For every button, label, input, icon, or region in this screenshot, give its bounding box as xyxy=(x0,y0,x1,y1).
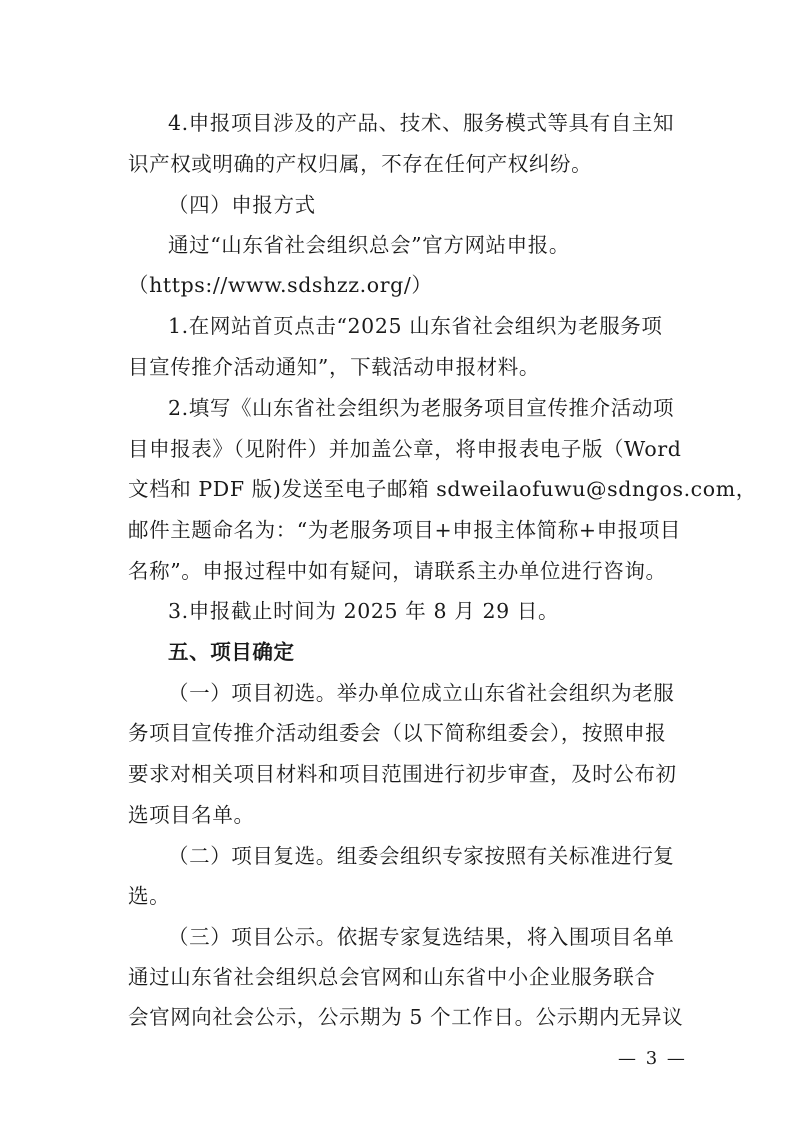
text-line: 务项目宣传推介活动组委会（以下简称组委会），按照申报 xyxy=(128,721,667,745)
text-line: 4.申报项目涉及的产品、技术、服务模式等具有自主知 xyxy=(168,111,675,135)
text-line: 选项目名单。 xyxy=(128,803,255,827)
text-line: 通过山东省社会组织总会官网和山东省中小企业服务联合 xyxy=(128,965,656,989)
text-line: 文档和 PDF 版)发送至电子邮箱 sdweilaofuwu@sdngos.com， xyxy=(128,477,757,501)
text-line: （三）项目公示。依据专家复选结果，将入围项目名单 xyxy=(168,925,675,949)
section-heading: （四）申报方式 xyxy=(168,193,316,217)
text-line: 目申报表》（见附件）并加盖公章，将申报表电子版（Word xyxy=(128,437,682,461)
text-line: 会官网向社会公示，公示期为 5 个工作日。公示期内无异议 xyxy=(128,1005,684,1029)
text-line: 2.填写《山东省社会组织为老服务项目宣传推介活动项 xyxy=(168,396,675,420)
text-line: 选。 xyxy=(128,884,171,908)
text-line: 目宣传推介活动通知”，下载活动申报材料。 xyxy=(128,355,540,379)
text-line: （一）项目初选。举办单位成立山东省社会组织为老服 xyxy=(168,681,675,705)
text-line: 通过“山东省社会组织总会”官方网站申报。 xyxy=(168,233,570,257)
page-number: — 3 — xyxy=(618,1048,687,1069)
text-line: 识产权或明确的产权归属，不存在任何产权纠纷。 xyxy=(128,152,593,176)
text-line: 1.在网站首页点击“2025 山东省社会组织为老服务项 xyxy=(168,314,663,338)
text-line: 邮件主题命名为：“为老服务项目+申报主体简称+申报项目 xyxy=(128,518,682,542)
section-heading: 五、项目确定 xyxy=(168,640,295,664)
text-line: （二）项目复选。组委会组织专家按照有关标准进行复 xyxy=(168,844,675,868)
text-line: 名称”。申报过程中如有疑问，请联系主办单位进行咨询。 xyxy=(128,559,667,583)
text-line: 要求对相关项目材料和项目范围进行初步审查，及时公布初 xyxy=(128,762,677,786)
url-text: （https://www.sdshzz.org/） xyxy=(128,273,433,297)
text-line: 3.申报截止时间为 2025 年 8 月 29 日。 xyxy=(168,599,560,623)
